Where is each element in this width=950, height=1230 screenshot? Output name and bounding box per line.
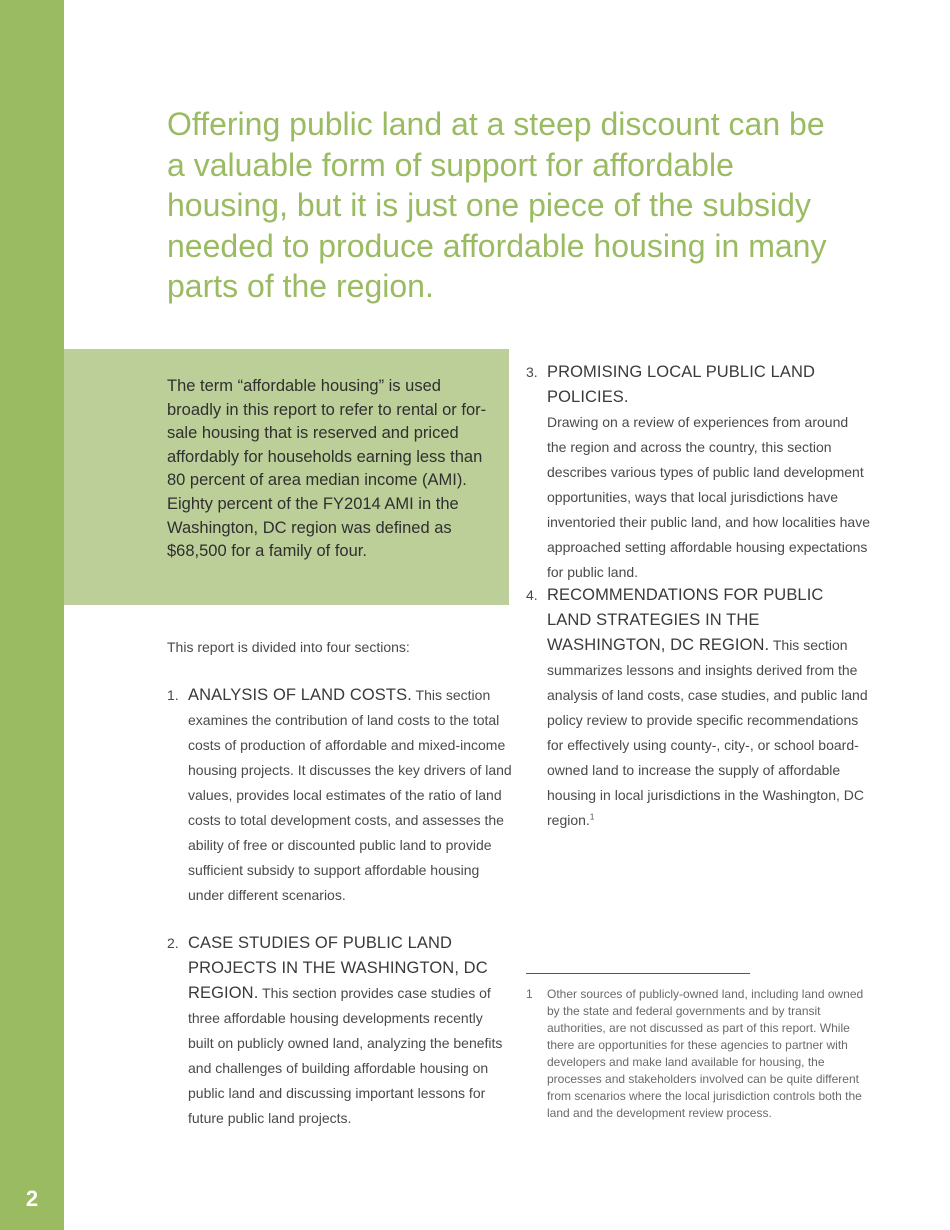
callout-definition-text: The term “affordable housing” is used broadly in this report to refer to rental or for-sale housing that is reserved and priced affordably for households earning less than 80 percent of area median income (AMI). Eighty percent of the FY2014 AMI in the Washington, DC region was defined as $68,500 for a family of four. bbox=[167, 377, 487, 561]
section-item-1 bbox=[167, 683, 512, 908]
section-body: Drawing on a review of experiences from around the region and across the country, this section describes various types of public land development opportunities, ways that local jurisdictions have inventoried their public land, and how localities have approached setting affordable housing expectations for public land. bbox=[547, 414, 870, 580]
footnote-text: Other sources of publicly-owned land, including land owned by the state and federal governments and by transit authorities, are not discussed as part of this report. While there are opportunities for these agencies to partner with developers and make land available for housing, the processes and stakeholders involved can be quite different from scenarios where the local jurisdiction controls both the land and the development review process. bbox=[547, 987, 864, 1120]
page-number: 2 bbox=[25, 1186, 39, 1211]
intro-text: This report is divided into four sections: bbox=[167, 639, 410, 655]
section-heading: ANALYSIS OF LAND COSTS. bbox=[188, 686, 412, 704]
pull-quote: Offering public land at a steep discount can be a valuable form of support for affordable housing, but it is just one piece of the subsidy needed to produce affordable housing in many parts of the region. bbox=[167, 106, 827, 304]
section-number: 2. bbox=[167, 935, 179, 951]
section-body: This section summarizes lessons and insights derived from the analysis of land costs, case studies, and public land policy review to provide specific recommendations for effectively using county-, city-, or school board-owned land to increase the supply of affordable housing in local jurisdictions in the Washington, DC region. bbox=[547, 637, 868, 828]
section-item-4 bbox=[526, 583, 871, 833]
section-body: This section examines the contribution of land costs to the total costs of production of affordable and mixed-income housing projects. It discusses the key drivers of land values, provides local estimates of the ratio of land costs to total development costs, and assesses the ability of free or discounted public land to provide sufficient subsidy to support affordable housing under different scenarios. bbox=[188, 687, 512, 903]
section-item-2 bbox=[167, 931, 512, 1131]
section-body: This section provides case studies of three affordable housing developments recently built on publicly owned land, analyzing the benefits and challenges of building affordable housing on public land and discussing important lessons for future public land projects. bbox=[188, 985, 503, 1126]
section-heading: PROMISING LOCAL PUBLIC LAND POLICIES. bbox=[547, 363, 815, 406]
footnote-reference[interactable]: 1 bbox=[589, 812, 595, 822]
section-number: 4. bbox=[526, 587, 538, 603]
section-number: 1. bbox=[167, 687, 179, 703]
footnote bbox=[526, 986, 869, 1122]
footnote-divider bbox=[526, 973, 750, 974]
section-item-3 bbox=[526, 360, 871, 585]
footnote-number: 1 bbox=[526, 987, 533, 1001]
section-heading: CASE STUDIES OF PUBLIC LAND PROJECTS IN THE WASHINGTON, DC REGION. bbox=[188, 934, 488, 1002]
section-number: 3. bbox=[526, 364, 538, 380]
section-heading: RECOMMENDATIONS FOR PUBLIC LAND STRATEGIES IN THE WASHINGTON, DC REGION. bbox=[547, 586, 824, 654]
side-color-bar bbox=[0, 0, 64, 1230]
